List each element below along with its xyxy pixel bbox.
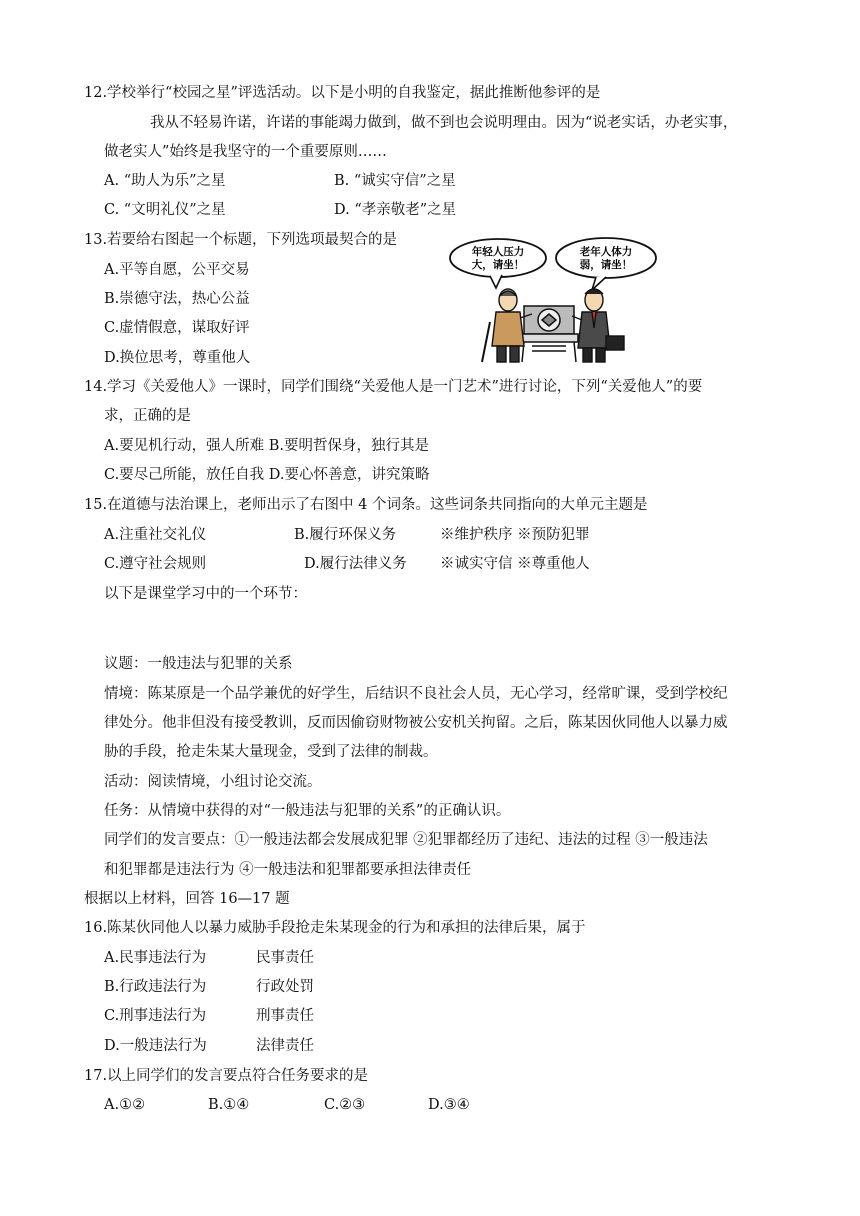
q17-option-c[interactable]: C.②③ (324, 1097, 366, 1113)
q16-option-d-consequence: 法律责任 (256, 1038, 314, 1054)
q16-option-c-consequence: 刑事责任 (256, 1008, 314, 1024)
q15-stem: 15.在道德与法治课上，老师出示了右图中 4 个词条。这些词条共同指向的大单元主题是 (84, 497, 648, 513)
left-bubble-line1: 年轻人压力 (471, 246, 525, 258)
case-scenario-line2: 律处分。他非但没有接受教训，反而因偷窃财物被公安机关拘留。之后，陈某因伙同他人以暴力威 (104, 715, 728, 731)
q16-option-b-consequence: 行政处罚 (256, 979, 314, 995)
right-speech-bubble (556, 238, 656, 290)
case-scenario-line1: 情境：陈某原是一个品学兼优的好学生，后结识不良社会人员，无心学习，经常旷课，受到学校纪 (104, 686, 728, 702)
q17-option-d[interactable]: D.③④ (428, 1097, 470, 1113)
q15-terms-line2: ※诚实守信 ※尊重他人 (440, 556, 590, 572)
q14-stem-line2: 求，正确的是 (104, 408, 191, 424)
q12-option-d[interactable]: D. “孝亲敬老”之星 (334, 202, 457, 218)
classroom-intro: 以下是课堂学习中的一个环节： (104, 586, 307, 602)
q12-option-c[interactable]: C. “文明礼仪”之星 (104, 202, 226, 218)
q16-option-d[interactable]: D.一般违法行为 (104, 1038, 207, 1054)
q16-option-b[interactable]: B.行政违法行为 (104, 979, 207, 995)
left-bubble-line2: 大，请坐！ (471, 259, 525, 271)
q17-option-b[interactable]: B.①④ (208, 1097, 250, 1113)
left-speech-bubble (450, 239, 546, 288)
q16-option-a-consequence: 民事责任 (256, 950, 314, 966)
seat-offering-cartoon (446, 236, 666, 366)
case-topic: 议题：一般违法与犯罪的关系 (104, 656, 293, 672)
q15-option-a[interactable]: A.注重社交礼仪 (104, 527, 207, 543)
q12-stem: 12.学校举行“校园之星”评选活动。以下是小明的自我鉴定，据此推断他参评的是 (84, 85, 601, 101)
case-task: 任务：从情境中获得的对“一般违法与犯罪的关系”的正确认识。 (104, 803, 511, 819)
case-activity: 活动：阅读情境，小组讨论交流。 (104, 774, 322, 790)
q16-stem: 16.陈某伙同他人以暴力威胁手段抢走朱某现金的行为和承担的法律后果，属于 (84, 920, 586, 936)
q12-option-b[interactable]: B. “诚实守信”之星 (334, 173, 456, 189)
case-scenario-line3: 胁的手段，抢走朱某大量现金，受到了法律的制裁。 (104, 744, 438, 760)
q17-option-a[interactable]: A.①② (104, 1097, 146, 1113)
case-points-line1: 同学们的发言要点：①一般违法都会发展成犯罪 ②犯罪都经历了违纪、违法的过程 ③一般违法 (104, 832, 708, 848)
q13-stem: 13.若要给右图起一个标题，下列选项最契合的是 (84, 232, 398, 248)
q16-option-c[interactable]: C.刑事违法行为 (104, 1008, 207, 1024)
young-man-figure (572, 289, 624, 362)
q13-option-c[interactable]: C.虚情假意，谋取好评 (104, 320, 250, 336)
case-points-line2: 和犯罪都是违法行为 ④一般违法和犯罪都要承担法律责任 (104, 862, 472, 878)
q16-option-a[interactable]: A.民事违法行为 (104, 950, 207, 966)
q12-option-a[interactable]: A. “助人为乐”之星 (104, 173, 226, 189)
q14-stem-line1: 14.学习《关爱他人》一课时，同学们围绕“关爱他人是一门艺术”进行讨论，下列“关爱他人”的要 (84, 379, 703, 395)
right-bubble-line2: 弱，请坐！ (579, 259, 633, 271)
q14-options-row1[interactable]: A.要见机行动，强人所难 B.要明哲保身，独行其是 (104, 438, 429, 454)
q15-option-c[interactable]: C.遵守社会规则 (104, 556, 207, 572)
q15-option-b[interactable]: B.履行环保义务 (294, 527, 397, 543)
q13-option-b[interactable]: B.崇德守法，热心公益 (104, 291, 250, 307)
q13-option-d[interactable]: D.换位思考，尊重他人 (104, 350, 251, 366)
q15-terms-line1: ※维护秩序 ※预防犯罪 (440, 527, 590, 543)
q15-option-d[interactable]: D.履行法律义务 (304, 556, 407, 572)
right-bubble-line1: 老年人体力 (579, 246, 633, 258)
answer-prompt: 根据以上材料，回答 16—17 题 (84, 891, 290, 907)
q17-stem: 17.以上同学们的发言要点符合任务要求的是 (84, 1068, 369, 1084)
q13-option-a[interactable]: A.平等自愿，公平交易 (104, 262, 250, 278)
q12-quote-line2: 做老实人”始终是我坚守的一个重要原则…… (104, 144, 387, 160)
q12-quote-line1: 我从不轻易许诺，许诺的事能竭力做到，做不到也会说明理由。因为“说老实话，办老实事， (150, 115, 738, 131)
q14-options-row2[interactable]: C.要尽己所能，放任自我 D.要心怀善意，讲究策略 (104, 467, 430, 483)
